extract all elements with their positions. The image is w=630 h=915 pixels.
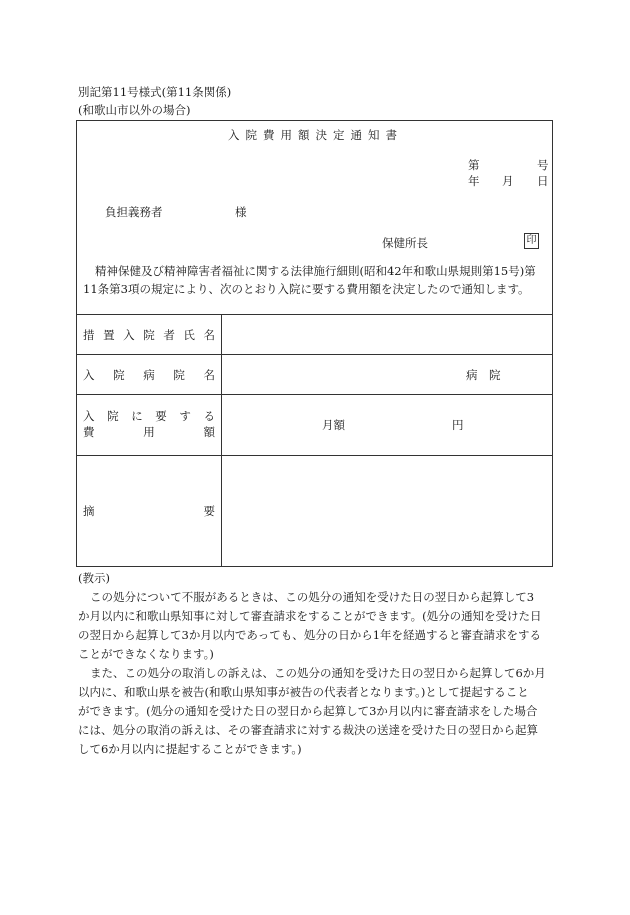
label-char: 措 xyxy=(83,328,95,342)
label-char: 用 xyxy=(143,425,155,439)
label-char: 氏 xyxy=(183,328,195,342)
row-remarks-label xyxy=(83,503,215,519)
label-char: 要 xyxy=(155,409,167,423)
label-char: す xyxy=(179,409,191,423)
issuer-label: 保健所長 xyxy=(382,236,428,250)
scope-label: (和歌山市以外の場合) xyxy=(78,103,191,117)
date-day: 日 xyxy=(537,174,549,188)
instruction-para1-line3: の翌日から起算して3か月以内であっても、処分の日から1年を経過すると審査請求をする xyxy=(78,628,542,642)
label-char: 病 xyxy=(143,368,155,382)
row-cost-label-line1 xyxy=(83,408,215,424)
date-month: 月 xyxy=(502,174,514,188)
addressee-honorific: 様 xyxy=(235,205,247,219)
label-char: 摘 xyxy=(83,504,95,518)
label-char: 院 xyxy=(173,368,185,382)
instruction-para2-line4: には、処分の取消の訴えは、その審査請求に対する裁決の送達を受けた日の翌日から起算 xyxy=(78,723,538,737)
instruction-heading: (教示) xyxy=(78,571,110,585)
yen-label: 円 xyxy=(452,418,464,432)
instruction-para2-line1: また、この処分の取消しの訴えは、この処分の通知を受けた日の翌日から起算して6か月 xyxy=(90,666,546,680)
notice-form xyxy=(76,120,553,567)
instruction-para2-line5: して6か月以内に提起することができます。) xyxy=(78,742,302,756)
notice-body-line2: 11条第3項の規定により、次のとおり入院に要する費用額を決定したので通知します。 xyxy=(83,282,530,296)
notice-body-line1: 精神保健及び精神障害者福祉に関する法律施行細則(昭和42年和歌山県規則第15号)第 xyxy=(95,264,536,278)
label-char: 額 xyxy=(203,425,215,439)
label-char: 入 xyxy=(123,328,135,342)
row-inmate-name-label xyxy=(83,327,215,343)
row-hospital-name-label xyxy=(83,367,215,383)
label-char: 名 xyxy=(203,328,215,342)
seal-mark: 印 xyxy=(524,233,539,249)
label-char: 者 xyxy=(163,328,175,342)
row-divider-2 xyxy=(77,394,552,395)
date-year: 年 xyxy=(468,174,480,188)
label-char: 置 xyxy=(103,328,115,342)
label-char: 要 xyxy=(203,504,215,518)
instruction-para1-line2: か月以内に和歌山県知事に対して審査請求をすることができます。(処分の通知を受けた日 xyxy=(78,609,542,623)
label-char: 院 xyxy=(113,368,125,382)
number-label: 第 xyxy=(468,158,480,172)
label-char: に xyxy=(131,409,143,423)
label-char: る xyxy=(203,409,215,423)
label-char: 費 xyxy=(83,425,95,439)
label-char: 入 xyxy=(83,409,95,423)
document-title: 入院費用額決定通知書 xyxy=(228,128,403,142)
hospital-suffix: 病 院 xyxy=(466,368,501,382)
row-cost-label-line2 xyxy=(83,424,215,440)
number-suffix: 号 xyxy=(537,158,549,172)
form-number-label: 別記第11号様式(第11条関係) xyxy=(78,85,232,99)
instruction-para1-line1: この処分について不服があるときは、この処分の通知を受けた日の翌日から起算して3 xyxy=(90,590,535,604)
label-char: 名 xyxy=(203,368,215,382)
table-top-border xyxy=(77,314,552,315)
row-divider-3 xyxy=(77,455,552,456)
row-divider-1 xyxy=(77,354,552,355)
instruction-para2-line2: 以内に、和歌山県を被告(和歌山県知事が被告の代表者となります。)として提起すること xyxy=(78,685,529,699)
monthly-label: 月額 xyxy=(322,418,345,432)
instruction-para2-line3: ができます。(処分の通知を受けた日の翌日から起算して3か月以内に審査請求をした場合 xyxy=(78,704,538,718)
label-char: 院 xyxy=(107,409,119,423)
instruction-para1-line4: ことができなくなります。) xyxy=(78,647,214,661)
label-char: 院 xyxy=(143,328,155,342)
label-column-divider xyxy=(221,314,222,567)
addressee-label: 負担義務者 xyxy=(105,205,163,219)
label-char: 入 xyxy=(83,368,95,382)
